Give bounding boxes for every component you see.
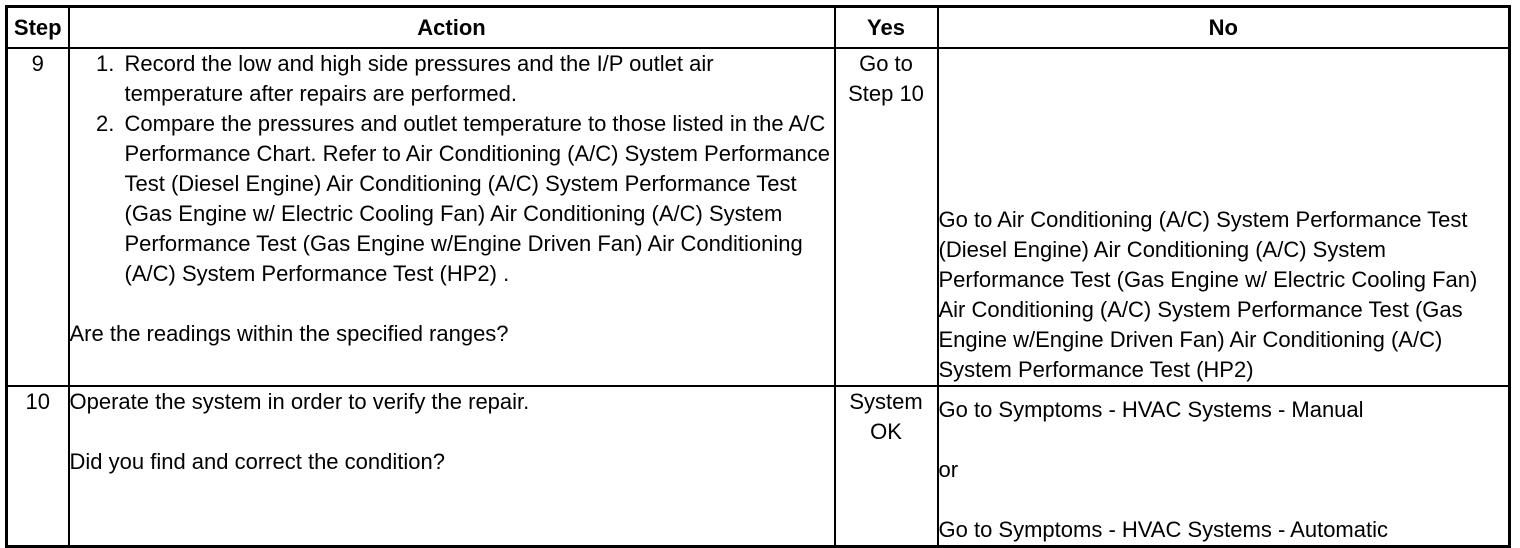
yes-cell: System OK xyxy=(835,386,938,547)
header-yes: Yes xyxy=(835,7,938,49)
no-instruction: Go to Symptoms - HVAC Systems - Automatic xyxy=(938,517,1388,542)
header-action: Action xyxy=(69,7,835,49)
action-list-item: 2. Compare the pressures and outlet temperature to those listed in the A/C Performance Chart. Refer to Air Conditioning (A/C) System Performance Test (Diesel Engine) Air Conditioning (A/C) System Performance Test (Gas Engine w/ Electric Cooling Fan) Air Conditioning (A/C) System Performance Test (Gas Engine w/Engine Driven Fan) Air Conditioning (A/C) System Performance Test (HP2) . xyxy=(121,109,834,289)
table-row xyxy=(7,48,1510,386)
header-step: Step xyxy=(7,7,69,49)
header-no: No xyxy=(938,7,1510,49)
yes-cell: Go to Step 10 xyxy=(835,48,938,386)
action-question: Are the readings within the specified ranges? xyxy=(69,321,509,346)
no-instruction: Go to Symptoms - HVAC Systems - Manual xyxy=(938,397,1364,422)
action-list xyxy=(70,49,834,289)
action-cell xyxy=(69,48,835,386)
action-cell xyxy=(69,386,835,547)
no-cell xyxy=(938,386,1510,547)
no-instruction: Go to Air Conditioning (A/C) System Performance Test (Diesel Engine) Air Conditioning (A/C) System Performance Test (Gas Engine w/ Electric Cooling Fan) Air Conditioning (A/C) System Performance Test (Gas Engine w/Engine Driven Fan) Air Conditioning (A/C) System Performance Test (HP2) xyxy=(938,207,1478,382)
action-instruction: Operate the system in order to verify the repair. xyxy=(69,389,530,414)
diagnostic-procedure-table xyxy=(5,5,1511,548)
no-cell xyxy=(938,48,1510,386)
step-number: 10 xyxy=(7,386,69,547)
step-number: 9 xyxy=(7,48,69,386)
action-question: Did you find and correct the condition? xyxy=(69,449,445,474)
no-connector: or xyxy=(938,457,959,482)
action-list-item: 1. Record the low and high side pressures and the I/P outlet air temperature after repairs are performed. xyxy=(121,49,834,109)
table-row xyxy=(7,386,1510,547)
header-row xyxy=(7,7,1510,49)
